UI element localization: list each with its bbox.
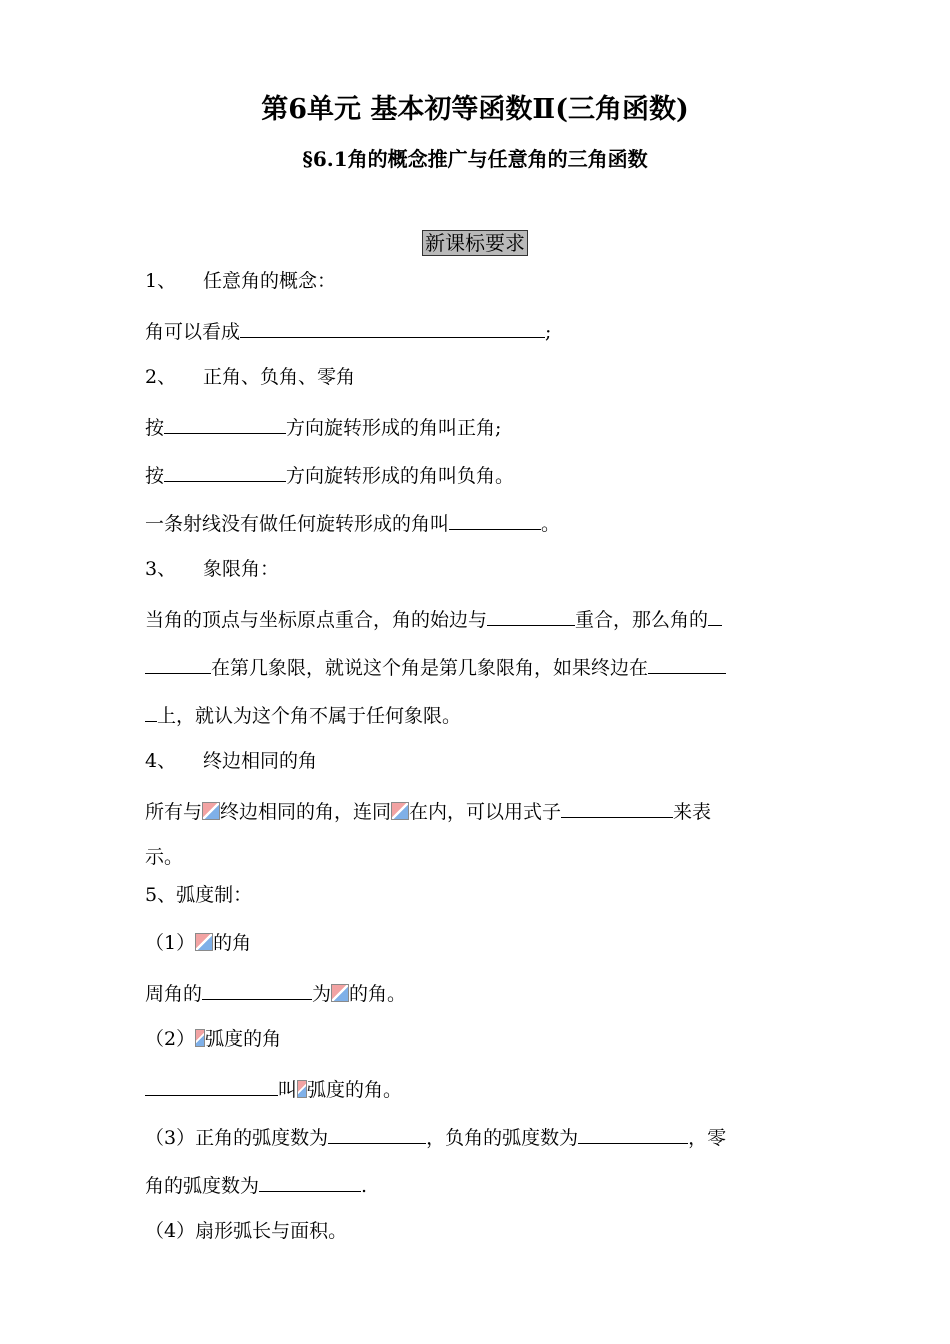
worksheet-content bbox=[145, 265, 809, 1263]
fill-blank[interactable] bbox=[648, 649, 726, 674]
item-5-sub-3 bbox=[145, 1119, 809, 1167]
text: 为 bbox=[312, 983, 332, 1005]
text: （4）扇形弧长与面积。 bbox=[145, 1220, 348, 1242]
text: 方向旋转形成的角叫正角; bbox=[286, 417, 502, 439]
fill-blank[interactable] bbox=[561, 793, 673, 818]
text: 示。 bbox=[145, 846, 184, 868]
text: 的角 bbox=[213, 932, 252, 954]
text: （1） bbox=[145, 932, 196, 954]
section-label bbox=[0, 229, 950, 257]
item-number: 2、 bbox=[145, 366, 177, 388]
item-heading-text: 终边相同的角 bbox=[203, 750, 318, 772]
item-1-line-1 bbox=[145, 313, 809, 361]
fill-blank[interactable] bbox=[449, 505, 541, 530]
item-heading-text: 任意角的概念： bbox=[203, 270, 337, 292]
text: 所有与 bbox=[145, 801, 203, 823]
item-heading-text: 5、弧度制： bbox=[145, 884, 253, 906]
item-1-heading bbox=[145, 265, 809, 313]
item-2-line-2 bbox=[145, 457, 809, 505]
item-4-line-1 bbox=[145, 793, 809, 841]
item-5-sub-1 bbox=[145, 927, 809, 975]
text: 一条射线没有做任何旋转形成的角叫 bbox=[145, 513, 450, 535]
formula-image-icon bbox=[331, 984, 349, 1002]
item-3-line-2 bbox=[145, 649, 809, 697]
formula-image-icon bbox=[202, 802, 220, 820]
fill-blank[interactable] bbox=[259, 1167, 361, 1192]
item-number: 4、 bbox=[145, 750, 177, 772]
text: 角可以看成 bbox=[145, 321, 241, 343]
fill-blank[interactable] bbox=[202, 975, 312, 1000]
text: 按 bbox=[145, 417, 165, 439]
text: 上，就认为这个角不属于任何象限。 bbox=[157, 705, 462, 727]
section-subtitle: §6.1角的概念推广与任意角的三角函数 bbox=[302, 147, 648, 171]
item-5-sub-2 bbox=[145, 1023, 809, 1071]
section-label-box: 新课标要求 bbox=[422, 230, 528, 256]
fill-blank[interactable] bbox=[708, 601, 722, 626]
fill-blank[interactable] bbox=[578, 1119, 688, 1144]
item-5-heading bbox=[145, 879, 809, 927]
item-2-line-3 bbox=[145, 505, 809, 553]
text: 方向旋转形成的角叫负角。 bbox=[286, 465, 515, 487]
item-2-line-1 bbox=[145, 409, 809, 457]
text: 当角的顶点与坐标原点重合，角的始边与 bbox=[145, 609, 488, 631]
item-4-heading bbox=[145, 745, 809, 793]
formula-image-icon bbox=[297, 1080, 307, 1098]
formula-image-icon bbox=[195, 933, 213, 951]
text: 按 bbox=[145, 465, 165, 487]
item-2-heading bbox=[145, 361, 809, 409]
fill-blank[interactable] bbox=[164, 457, 286, 482]
page-title: 第6单元 基本初等函数Ⅱ(三角函数) bbox=[261, 94, 689, 125]
fill-blank[interactable] bbox=[145, 649, 211, 674]
text: 的角。 bbox=[349, 983, 407, 1005]
text: 弧度的角。 bbox=[307, 1079, 403, 1101]
item-heading-text: 正角、负角、零角 bbox=[203, 366, 356, 388]
text: 重合，那么角的 bbox=[575, 609, 709, 631]
text: . bbox=[361, 1175, 368, 1197]
text: ，零 bbox=[688, 1127, 727, 1149]
item-3-heading bbox=[145, 553, 809, 601]
text: ; bbox=[545, 321, 552, 343]
item-heading-text: 象限角： bbox=[203, 558, 280, 580]
item-5-sub-4 bbox=[145, 1215, 809, 1263]
text: ，负角的弧度数为 bbox=[426, 1127, 579, 1149]
text: 在内，可以用式子 bbox=[409, 801, 562, 823]
item-4-line-2 bbox=[145, 841, 809, 879]
item-5-sub-1-line-1 bbox=[145, 975, 809, 1023]
item-number: 3、 bbox=[145, 558, 177, 580]
text: 叫 bbox=[278, 1079, 298, 1101]
fill-blank[interactable] bbox=[240, 313, 545, 338]
text: 。 bbox=[541, 513, 561, 535]
item-number: 1、 bbox=[145, 270, 177, 292]
formula-image-icon bbox=[195, 1029, 205, 1047]
text: 周角的 bbox=[145, 983, 203, 1005]
fill-blank[interactable] bbox=[145, 697, 157, 722]
text: 终边相同的角，连同 bbox=[220, 801, 392, 823]
text: （2） bbox=[145, 1028, 196, 1050]
text: 来表 bbox=[673, 801, 712, 823]
formula-image-icon bbox=[391, 802, 409, 820]
fill-blank[interactable] bbox=[328, 1119, 426, 1144]
text: （3）正角的弧度数为 bbox=[145, 1127, 329, 1149]
text: 弧度的角 bbox=[205, 1028, 282, 1050]
fill-blank[interactable] bbox=[164, 409, 286, 434]
text: 角的弧度数为 bbox=[145, 1175, 260, 1197]
text: 在第几象限，就说这个角是第几象限角，如果终边在 bbox=[211, 657, 649, 679]
fill-blank[interactable] bbox=[145, 1071, 278, 1096]
item-3-line-1 bbox=[145, 601, 809, 649]
item-5-sub-2-line-1 bbox=[145, 1071, 809, 1119]
item-5-sub-3-line-2 bbox=[145, 1167, 809, 1215]
fill-blank[interactable] bbox=[487, 601, 575, 626]
item-3-line-3 bbox=[145, 697, 809, 745]
